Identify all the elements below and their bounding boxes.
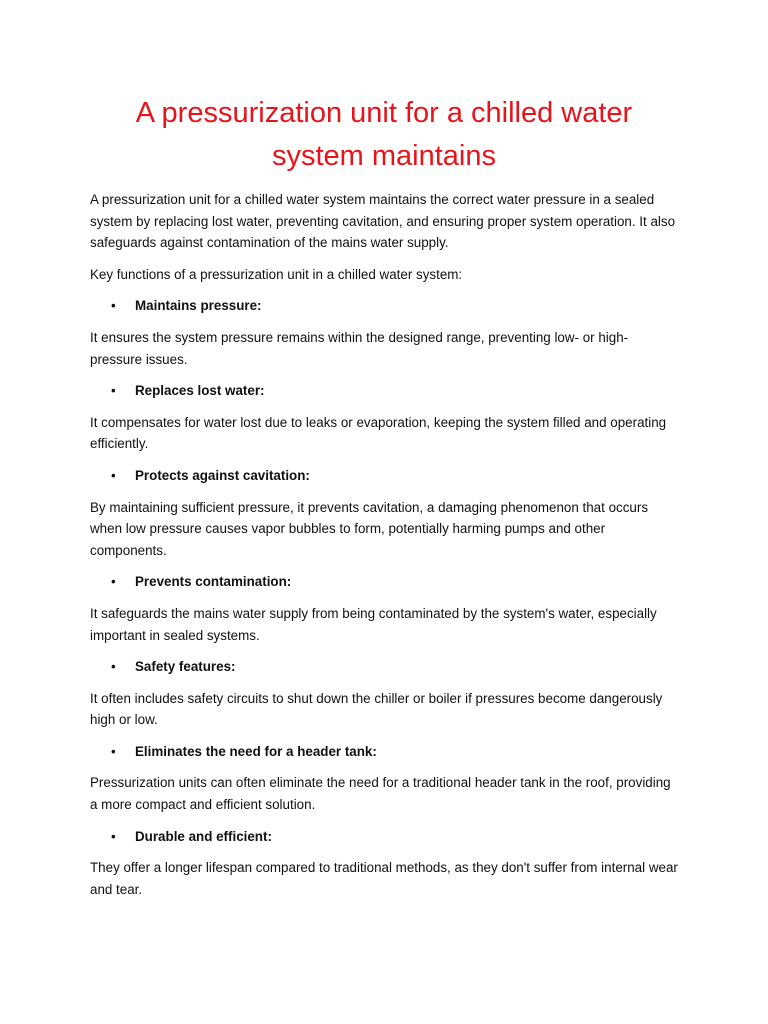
section-paragraph: It ensures the system pressure remains within the designed range, preventing low- or high-pressure issues. (90, 329, 629, 367)
section-paragraph: By maintaining sufficient pressure, it prevents cavitation, a damaging phenomenon that occurs when low pressure causes vapor bubbles to form, potentially harming pumps and other components. (90, 499, 649, 558)
bullet-prevents-contamination (90, 571, 680, 593)
bullet-icon: • (111, 298, 116, 314)
bullet-eliminates-header-tank (90, 741, 680, 763)
bullet-heading: Durable and efficient: (135, 828, 272, 844)
bullet-maintains-pressure (90, 295, 680, 317)
document-title: A pressurization unit for a chilled water system maintains (135, 97, 633, 172)
bullet-icon: • (111, 574, 116, 590)
document-body (90, 189, 680, 910)
bullet-protects-against-cavitation (90, 465, 680, 487)
bullet-heading: Prevents contamination: (135, 574, 292, 590)
bullet-heading: Maintains pressure: (135, 298, 262, 314)
bullet-icon: • (111, 467, 116, 483)
section-paragraph: It compensates for water lost due to leaks or evaporation, keeping the system filled and operating efficiently. (90, 414, 667, 452)
bullet-replaces-lost-water (90, 380, 680, 402)
bullet-durable-and-efficient (90, 826, 680, 848)
bullet-icon: • (111, 828, 116, 844)
bullet-heading: Replaces lost water: (135, 383, 265, 399)
section-paragraph: Pressurization units can often eliminate the need for a traditional header tank in the roof, providing a more compact and efficient solution. (90, 775, 671, 813)
intro-paragraph: A pressurization unit for a chilled water system maintains the correct water pressure in a sealed system by replacing lost water, preventing cavitation, and ensuring proper system operation. It also safeguards against contamination of the mains water supply. (90, 192, 676, 251)
bullet-heading: Protects against cavitation: (135, 467, 310, 483)
section-paragraph: It safeguards the mains water supply from being contaminated by the system's water, especially important in sealed systems. (90, 605, 657, 643)
section-paragraph: It often includes safety circuits to shut down the chiller or boiler if pressures become dangerously high or low. (90, 690, 663, 728)
bullet-icon: • (111, 659, 116, 675)
lead-in-paragraph: Key functions of a pressurization unit in a chilled water system: (90, 266, 463, 282)
bullet-icon: • (111, 383, 116, 399)
bullet-heading: Safety features: (135, 659, 236, 675)
bullet-heading: Eliminates the need for a header tank: (135, 743, 377, 759)
bullet-icon: • (111, 743, 116, 759)
section-paragraph: They offer a longer lifespan compared to traditional methods, as they don't suffer from internal wear and tear. (90, 860, 678, 897)
bullet-safety-features (90, 656, 680, 678)
